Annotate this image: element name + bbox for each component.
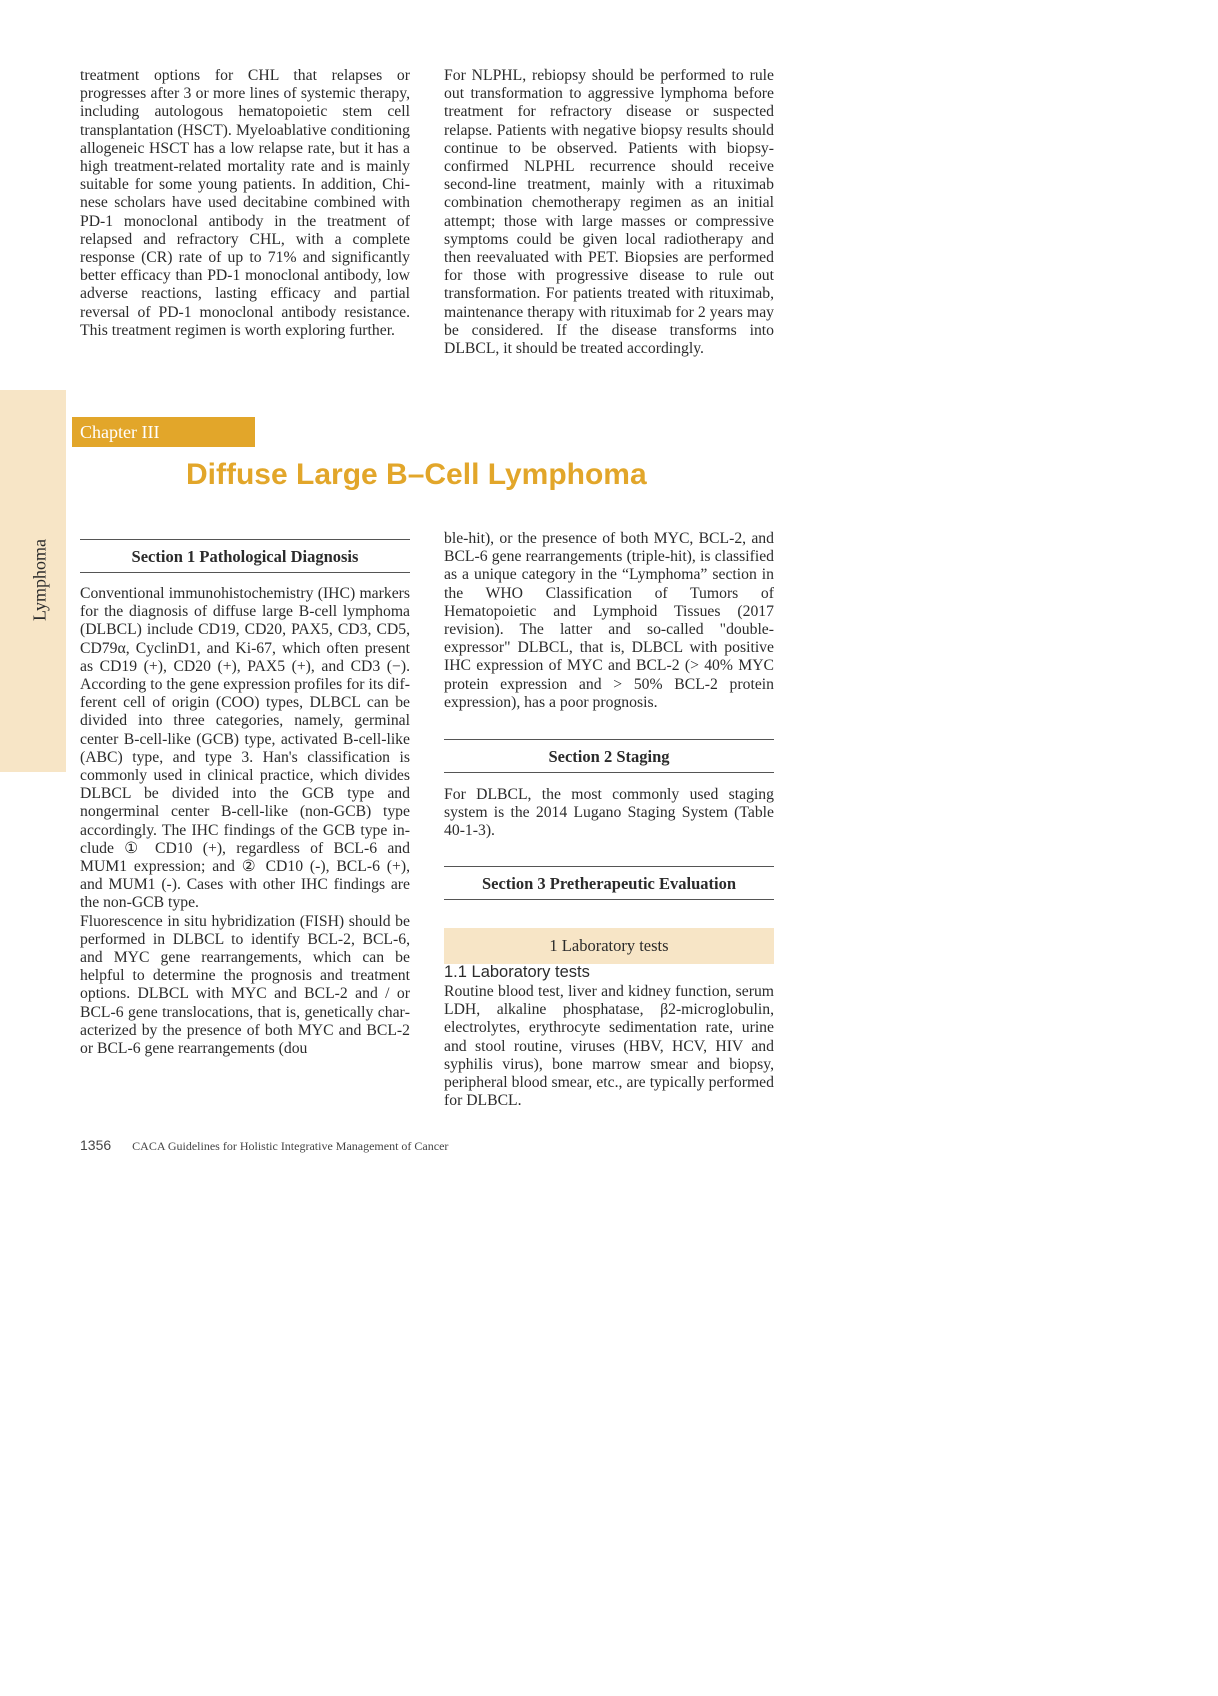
chapter-title: Diffuse Large B–Cell Lymphoma [186,458,647,491]
section-1-heading: Section 1 Pathological Diagnosis [80,539,410,573]
section-2-column [444,786,774,841]
laboratory-tests-subheading: 1.1 Laboratory tests [444,963,590,981]
section-2-heading: Section 2 Staging [444,739,774,773]
section-3-heading: Section 3 Pretherapeutic Evaluation [444,866,774,900]
top-right-column [444,67,774,358]
section-1-left-column [80,585,410,1058]
paragraph-laboratory-tests: Routine blood test, liver and kidney function, serum LDH, alkaline phosphatase, β2-microglobulin, electrolytes, erythrocyte sedimentation rate, urine and stool routine, viruses (HBV, HCV, HIV and syphilis virus), bone marrow smear and biopsy, peripheral blood smear, etc., are typically performed for DLBCL. [444,983,774,1110]
paragraph-nlphl: For NLPHL, rebiopsy should be performed to rule out transformation to aggressive lymphoma before treatment for refractory disease or suspected relapse. Patients with negative biopsy results should continue to be observed. Patients with biopsy-confirmed NLPHL recurrence should receive second-line treatment, mainly with a rituximab combination chemotherapy regimen as an initial attempt; those with large masses or compressive symptoms could be given local radiotherapy and then reevaluated with PET. Biopsies are performed for those with progressive disease to rule out transformation. For patients treated with rituximab, maintenance therapy with rituximab for 2 years may be considered. If the disease transforms into DLBCL, it should be treated accordingly. [444,67,774,358]
page-number: 1356 [80,1137,112,1153]
paragraph-chl-treatment: treatment options for CHL that relapses or progresses after 3 or more lines of systemic therapy, including autologous hematopoietic stem cell transplantation (HSCT). Myeloablative conditioning allogeneic HSCT has a low relapse rate, but it has a high treatment-related mortality rate and is mainly suitable for some young patients. In addition, Chinese scholars have used decitabine combined with PD-1 monoclonal antibody in the treatment of relapsed and refractory CHL, with a complete response (CR) rate of up to 71% and significantly better efficacy than PD-1 monoclonal antibody, low adverse reactions, lasting efficacy and partial reversal of PD-1 monoclonal antibody resistance. This treatment regimen is worth exploring further. [80,67,410,339]
paragraph-fish-continued: ble-hit), or the presence of both MYC, BCL-2, and BCL-6 gene rearrangements (triple-hit), is classified as a unique category in the “Lymphoma” section in the WHO Classification of Tumors of Hematopoietic and Lymphoid Tissues (2017 revision). The latter and so-called "double-expressor" DLBCL, that is, DLBCL with positive IHC expression of MYC and BCL-2 (> 40% MYC protein expression and > 50% BCL-2 protein expression), has a poor prognosis. [444,530,774,711]
chapter-label: Chapter III [72,417,255,447]
top-left-column [80,67,410,340]
paragraph-staging: For DLBCL, the most commonly used staging system is the 2014 Lugano Staging System (Table 40-1-3). [444,786,774,840]
laboratory-tests-bar: 1 Laboratory tests [444,928,774,964]
paragraph-fish: Fluorescence in situ hybridization (FISH) should be performed in DLBCL to identify BCL-2, BCL-6, and MYC gene rearrangements, which can be helpful to determine the prognosis and treatment options. DLBCL with MYC and BCL-2 and / or BCL-6 gene translocations, that is, genetically characterized by the presence of both MYC and BCL-2 or BCL-6 gene rearrangements (dou [80,912,410,1058]
section-1-right-column [444,530,774,712]
page-footer [80,1137,448,1154]
side-tab-label: Lymphoma [29,539,50,621]
book-title: CACA Guidelines for Holistic Integrative Management of Cancer [132,1139,449,1153]
laboratory-tests-column [444,983,774,1110]
paragraph-ihc: Conventional immunohistochemistry (IHC) markers for the diagnosis of diffuse large B-cell lymphoma (DLBCL) include CD19, CD20, PAX5, CD3, CD5, CD79α, CyclinD1, and Ki-67, which often present as CD19 (+), CD20 (+), PAX5 (+), and CD3 (−). According to the gene expression profiles for its different cell of origin (COO) types, DLBCL can be divided into three categories, namely, germinal center B-cell-like (GCB) type, activated B-cell-like (ABC) type, and type 3. Han's classification is commonly used in clinical practice, which divides DLBCL be divided into the GCB type and nongerminal center B-cell-like (non-GCB) type accordingly. The IHC findings of the GCB type include ① CD10 (+), regardless of BCL-6 and MUM1 expression; and ② CD10 (-), BCL-6 (+), and MUM1 (-). Cases with other IHC findings are the non-GCB type. [80,585,410,912]
